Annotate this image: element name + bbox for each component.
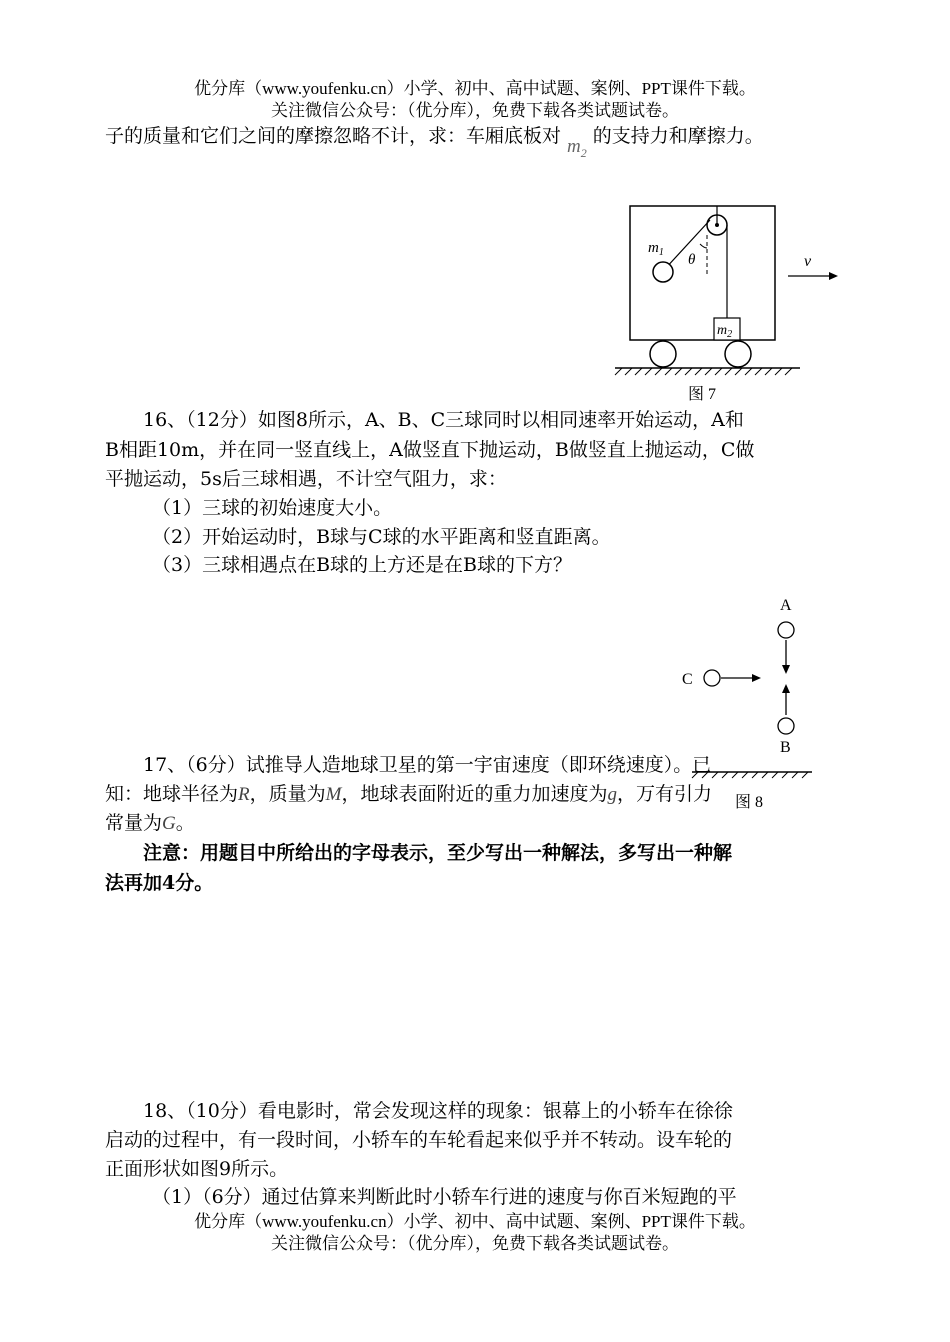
q17-line-2: 知：地球半径为R，质量为M，地球表面附近的重力加速度为g，万有引力	[105, 783, 712, 805]
var-g: g	[607, 784, 617, 805]
q16-sub-1: （1）三球的初始速度大小。	[152, 497, 393, 519]
q18-sub-1: （1）（6分）通过估算来判断此时小轿车行进的速度与你百米短跑的平	[152, 1186, 737, 1208]
ball-c	[704, 670, 720, 686]
figure-8-caption: 图 8	[735, 794, 764, 811]
q16-line-3: 平抛运动，5s后三球相遇，不计空气阻力，求：	[105, 468, 507, 490]
q17-note-1: 注意：用题目中所给出的字母表示，至少写出一种解法，多写出一种解	[143, 842, 733, 864]
q15-tail: 的支持力和摩擦力。	[592, 125, 764, 147]
header-line-2: 关注微信公众号：（优分库），免费下载各类试题试卷。	[271, 101, 679, 120]
var-r: R	[238, 784, 250, 805]
footer-line-2: 关注微信公众号：（优分库），免费下载各类试题试卷。	[271, 1234, 679, 1253]
q17-line-1: 17、（6分）试推导人造地球卫星的第一宇宙速度（即环绕速度）。已	[143, 754, 712, 776]
m1-label: $m_1$	[648, 240, 664, 258]
q16-line-2: B相距10m，并在同一竖直线上，A做竖直下抛运动，B做竖直上抛运动，C做	[105, 439, 755, 461]
footer-line-1: 优分库（www.youfenku.cn）小学、初中、高中试题、案例、PPT课件下载。	[194, 1212, 756, 1231]
q18-line-2: 启动的过程中，有一段时间，小轿车的车轮看起来似乎并不转动。设车轮的	[105, 1129, 733, 1151]
ball-m1	[653, 262, 673, 282]
q16-line-1: 16、（12分）如图8所示，A、B、C三球同时以相同速率开始运动，A和	[143, 409, 744, 431]
q15-var-m2: $m_2$	[567, 136, 587, 160]
wheel-left	[650, 341, 676, 367]
wheel-right	[725, 341, 751, 367]
car-body	[630, 206, 775, 340]
header-line-1: 优分库（www.youfenku.cn）小学、初中、高中试题、案例、PPT课件下载。	[194, 79, 756, 98]
var-m: M	[325, 784, 342, 805]
label-b: B	[780, 739, 791, 756]
ball-a	[778, 622, 794, 638]
label-a: A	[780, 597, 792, 614]
q17-note-2: 法再加4分。	[105, 872, 214, 894]
rope-m1	[664, 220, 710, 270]
q15-text: 子的质量和它们之间的摩擦忽略不计，求：车厢底板对	[105, 125, 562, 147]
q16-sub-3: （3）三球相遇点在B球的上方还是在B球的下方？	[152, 554, 573, 576]
label-c: C	[682, 671, 693, 688]
var-big-g: G	[162, 813, 176, 834]
q18-line-3: 正面形状如图9所示。	[105, 1158, 289, 1180]
figure-7-caption: 图 7	[688, 386, 717, 403]
figure-7	[600, 198, 850, 408]
m2-label: $m_2$	[717, 323, 733, 340]
q18-line-1: 18、（10分）看电影时，常会发现这样的现象：银幕上的小轿车在徐徐	[143, 1100, 733, 1122]
ball-b	[778, 718, 794, 734]
v-label: v	[804, 253, 812, 270]
theta-label: θ	[688, 252, 696, 268]
q16-sub-2: （2）开始运动时，B球与C球的水平距离和竖直距离。	[152, 526, 611, 548]
q17-line-3: 常量为G。	[105, 812, 195, 834]
q15-continuation	[105, 121, 865, 158]
